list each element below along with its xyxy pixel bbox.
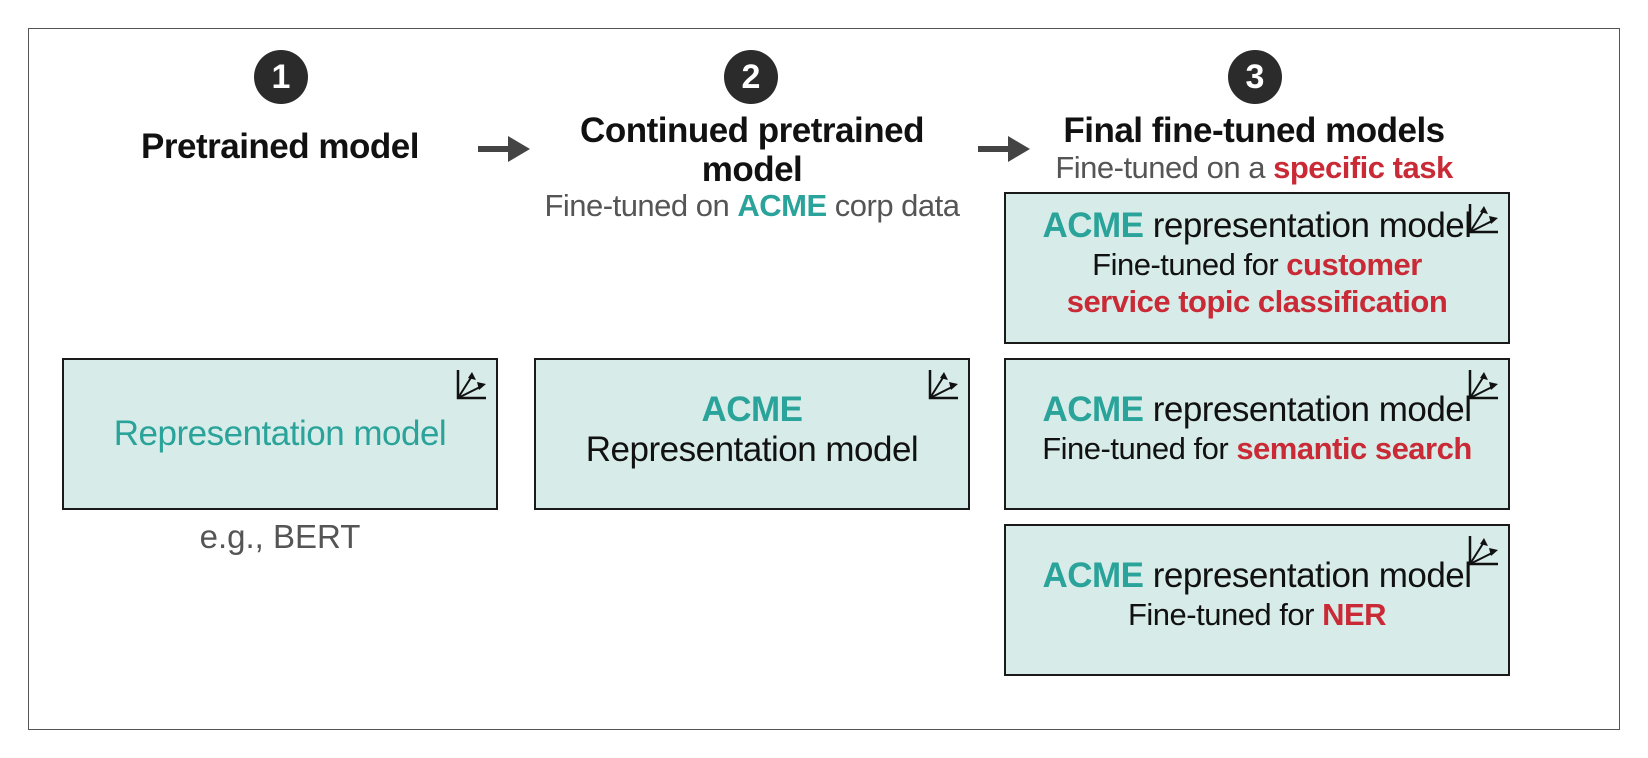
representation-model-label: representation model (1143, 556, 1472, 595)
step-2-subtitle (530, 189, 974, 223)
finetuned-for-label: Fine-tuned for (1092, 247, 1287, 283)
step-3-sub-part1: Fine-tuned on a (1055, 149, 1274, 185)
step-3-badge: 3 (1228, 50, 1282, 104)
step-1-heading (100, 128, 460, 167)
continued-model-label: Representation model (585, 430, 919, 470)
finetuned-for-label: Fine-tuned for (1127, 597, 1323, 633)
finetuned-topic-title (1006, 206, 1508, 246)
step-3-title-part3: models (1315, 111, 1445, 150)
step-2-title-part1: Continued (580, 111, 758, 150)
finetuned-search-desc (1006, 430, 1508, 467)
finetuned-search-box (1004, 358, 1510, 510)
continued-pretrained-box (534, 358, 970, 510)
acme-label: ACME (1042, 390, 1144, 429)
pretrained-model-label: Representation model (113, 414, 447, 453)
task-label-part1: customer (1286, 247, 1422, 283)
step-2-title (530, 112, 974, 189)
right-arrow-icon (978, 136, 1030, 162)
acme-label: ACME (1042, 556, 1144, 595)
step-2-title-part2: pretrained (757, 111, 924, 150)
acme-label: ACME (701, 390, 803, 429)
finetuned-topic-box (1004, 192, 1510, 344)
step-3-subtitle (1030, 151, 1478, 185)
task-label: semantic search (1236, 431, 1472, 467)
representation-model-label: representation model (1143, 390, 1472, 429)
finetuned-ner-title (1006, 556, 1508, 596)
representation-model-label: representation model (1143, 206, 1472, 245)
finetuned-topic-desc-line1 (1006, 246, 1508, 283)
step-2-title-part3: model (701, 149, 803, 189)
finetuned-ner-box (1004, 524, 1510, 676)
task-label: NER (1322, 597, 1387, 633)
step-3-title-part2: fine-tuned (1151, 111, 1316, 150)
step-3-title-part1: Final (1063, 111, 1152, 150)
step-2-heading (530, 112, 974, 223)
step-3-sub-task: specific task (1273, 149, 1453, 185)
step-3-heading (1030, 112, 1478, 185)
finetuned-ner-desc (1006, 596, 1508, 633)
pretrained-model-box (62, 358, 498, 510)
finetuned-search-title (1006, 390, 1508, 430)
chart-axes-icon (452, 368, 488, 402)
pretrained-model-caption: e.g., BERT (199, 518, 361, 555)
acme-label: ACME (1042, 206, 1144, 245)
finetuned-for-label: Fine-tuned for (1042, 431, 1237, 467)
step-2-badge: 2 (724, 50, 778, 104)
step-2-sub-part3: corp data (826, 188, 960, 223)
step-1-title: Pretrained model (141, 127, 419, 166)
step-2-sub-acme: ACME (737, 188, 827, 223)
right-arrow-icon (478, 136, 530, 162)
step-3-title (1030, 112, 1478, 151)
step-2-sub-part1: Fine-tuned on (544, 188, 738, 223)
step-1-badge: 1 (254, 50, 308, 104)
task-label-part2: service topic classification (1066, 284, 1448, 320)
